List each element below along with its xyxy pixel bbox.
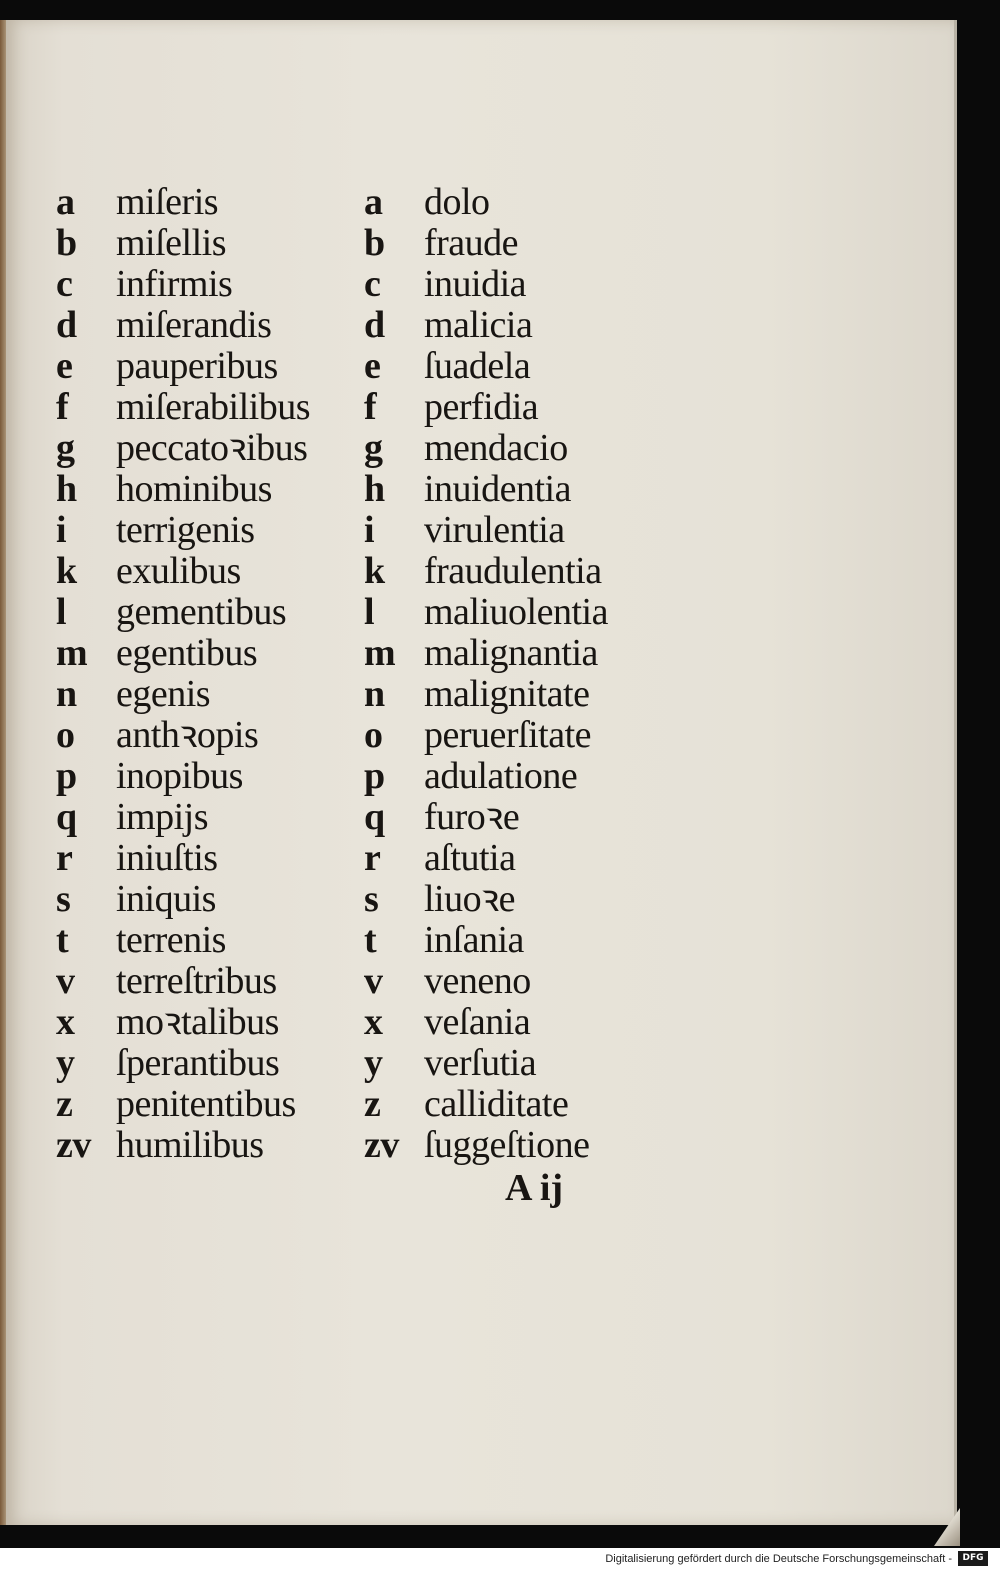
list-item bbox=[364, 592, 608, 633]
item-word: mendacio bbox=[424, 427, 568, 469]
item-letter: m bbox=[364, 632, 396, 674]
item-letter: zv bbox=[364, 1124, 399, 1166]
left-column bbox=[56, 182, 310, 1166]
item-word: iniuſtis bbox=[116, 837, 218, 879]
list-item bbox=[364, 551, 608, 592]
item-letter: p bbox=[56, 755, 77, 797]
item-word: verſutia bbox=[424, 1042, 537, 1084]
list-item bbox=[56, 1125, 310, 1166]
list-item bbox=[56, 756, 310, 797]
list-item bbox=[364, 1043, 608, 1084]
list-item bbox=[56, 920, 310, 961]
item-word: egenis bbox=[116, 673, 211, 715]
item-word: miſerabilibus bbox=[116, 386, 311, 428]
item-word: fraude bbox=[424, 222, 519, 264]
item-letter: g bbox=[364, 427, 383, 469]
item-letter: c bbox=[56, 263, 73, 305]
item-letter: q bbox=[56, 796, 77, 838]
item-word: malicia bbox=[424, 304, 533, 346]
item-word: egentibus bbox=[116, 632, 258, 674]
item-word: ſuadela bbox=[424, 345, 531, 387]
item-word: hominibus bbox=[116, 468, 272, 510]
item-letter: f bbox=[364, 386, 377, 428]
item-letter: z bbox=[56, 1083, 73, 1125]
item-word: moꝛtalibus bbox=[116, 1001, 279, 1043]
list-item bbox=[56, 551, 310, 592]
item-word: malignitate bbox=[424, 673, 590, 715]
item-word: infirmis bbox=[116, 263, 233, 305]
list-item bbox=[364, 797, 608, 838]
item-word: anthꝛopis bbox=[116, 714, 259, 756]
item-letter: i bbox=[364, 509, 375, 551]
item-letter: m bbox=[56, 632, 88, 674]
list-item bbox=[56, 428, 310, 469]
list-item bbox=[364, 879, 608, 920]
signature-mark: A ij bbox=[505, 1167, 564, 1209]
item-word: peccatoꝛibus bbox=[116, 427, 308, 469]
item-letter: d bbox=[56, 304, 77, 346]
item-letter: s bbox=[364, 878, 379, 920]
item-letter: s bbox=[56, 878, 71, 920]
item-letter: q bbox=[364, 796, 385, 838]
list-item bbox=[364, 633, 608, 674]
list-item bbox=[56, 715, 310, 756]
item-word: penitentibus bbox=[116, 1083, 296, 1125]
list-item bbox=[364, 305, 608, 346]
list-item bbox=[56, 961, 310, 1002]
list-item bbox=[56, 838, 310, 879]
list-item bbox=[56, 387, 310, 428]
list-item bbox=[364, 715, 608, 756]
item-letter: o bbox=[56, 714, 75, 756]
page-corner-curl bbox=[934, 1508, 960, 1546]
item-word: veſania bbox=[424, 1001, 531, 1043]
item-word: malignantia bbox=[424, 632, 598, 674]
list-item bbox=[364, 838, 608, 879]
item-letter: r bbox=[364, 837, 381, 879]
item-letter: h bbox=[364, 468, 385, 510]
item-letter: a bbox=[364, 181, 383, 223]
item-word: furoꝛe bbox=[424, 796, 520, 838]
list-item bbox=[364, 182, 608, 223]
list-item bbox=[364, 510, 608, 551]
list-item bbox=[56, 879, 310, 920]
item-letter: x bbox=[56, 1001, 75, 1043]
item-letter: c bbox=[364, 263, 381, 305]
item-letter: p bbox=[364, 755, 385, 797]
item-letter: zv bbox=[56, 1124, 91, 1166]
item-word: terreſtribus bbox=[116, 960, 277, 1002]
item-word: perfidia bbox=[424, 386, 539, 428]
list-item bbox=[56, 1043, 310, 1084]
list-item bbox=[56, 305, 310, 346]
item-word: exulibus bbox=[116, 550, 241, 592]
item-word: virulentia bbox=[424, 509, 565, 551]
item-letter: k bbox=[364, 550, 385, 592]
item-word: dolo bbox=[424, 181, 490, 223]
item-word: ſuggeſtione bbox=[424, 1124, 590, 1166]
item-letter: y bbox=[56, 1042, 75, 1084]
list-item bbox=[56, 469, 310, 510]
item-word: inuidentia bbox=[424, 468, 571, 510]
item-letter: n bbox=[56, 673, 77, 715]
list-item bbox=[364, 1084, 608, 1125]
item-letter: a bbox=[56, 181, 75, 223]
item-letter: v bbox=[56, 960, 75, 1002]
item-letter: k bbox=[56, 550, 77, 592]
item-letter: n bbox=[364, 673, 385, 715]
list-item bbox=[364, 264, 608, 305]
item-letter: t bbox=[364, 919, 377, 961]
item-word: veneno bbox=[424, 960, 531, 1002]
item-letter: z bbox=[364, 1083, 381, 1125]
list-item bbox=[364, 920, 608, 961]
list-item bbox=[56, 510, 310, 551]
item-word: pauperibus bbox=[116, 345, 278, 387]
list-item bbox=[364, 756, 608, 797]
right-column bbox=[364, 182, 608, 1166]
list-item bbox=[364, 346, 608, 387]
item-letter: y bbox=[364, 1042, 383, 1084]
footer-bar bbox=[0, 1548, 1000, 1586]
item-word: ſperantibus bbox=[116, 1042, 280, 1084]
list-item bbox=[56, 592, 310, 633]
item-word: inuidia bbox=[424, 263, 527, 305]
item-letter: o bbox=[364, 714, 383, 756]
item-word: terrigenis bbox=[116, 509, 255, 551]
item-letter: h bbox=[56, 468, 77, 510]
item-letter: g bbox=[56, 427, 75, 469]
list-item bbox=[56, 1084, 310, 1125]
item-word: impijs bbox=[116, 796, 209, 838]
list-item bbox=[364, 387, 608, 428]
list-item bbox=[364, 1002, 608, 1043]
list-item bbox=[56, 223, 310, 264]
item-word: adulatione bbox=[424, 755, 578, 797]
item-word: gementibus bbox=[116, 591, 287, 633]
list-item bbox=[56, 1002, 310, 1043]
item-word: humilibus bbox=[116, 1124, 264, 1166]
item-letter: x bbox=[364, 1001, 383, 1043]
item-word: miſerandis bbox=[116, 304, 272, 346]
item-letter: b bbox=[364, 222, 385, 264]
item-word: terrenis bbox=[116, 919, 226, 961]
list-item bbox=[364, 674, 608, 715]
item-word: miſeris bbox=[116, 181, 219, 223]
item-letter: v bbox=[364, 960, 383, 1002]
list-item bbox=[364, 961, 608, 1002]
item-word: peruerſitate bbox=[424, 714, 592, 756]
footer-credit: Digitalisierung gefördert durch die Deutsche Forschungsgemeinschaft - bbox=[605, 1553, 952, 1565]
item-word: maliuolentia bbox=[424, 591, 608, 633]
item-letter: i bbox=[56, 509, 67, 551]
item-letter: d bbox=[364, 304, 385, 346]
item-word: fraudulentia bbox=[424, 550, 602, 592]
list-item bbox=[364, 469, 608, 510]
item-letter: r bbox=[56, 837, 73, 879]
item-letter: t bbox=[56, 919, 69, 961]
list-item bbox=[364, 428, 608, 469]
list-item bbox=[364, 1125, 608, 1166]
item-letter: e bbox=[364, 345, 381, 387]
list-item bbox=[56, 182, 310, 223]
item-word: iniquis bbox=[116, 878, 216, 920]
item-letter: b bbox=[56, 222, 77, 264]
item-word: calliditate bbox=[424, 1083, 569, 1125]
item-word: inſania bbox=[424, 919, 524, 961]
item-word: inopibus bbox=[116, 755, 243, 797]
list-item bbox=[56, 633, 310, 674]
item-word: liuoꝛe bbox=[424, 878, 515, 920]
item-letter: e bbox=[56, 345, 73, 387]
item-letter: f bbox=[56, 386, 69, 428]
item-letter: l bbox=[56, 591, 67, 633]
list-item bbox=[56, 797, 310, 838]
item-letter: l bbox=[364, 591, 375, 633]
list-item bbox=[56, 674, 310, 715]
item-word: miſellis bbox=[116, 222, 226, 264]
list-item bbox=[56, 346, 310, 387]
list-item bbox=[364, 223, 608, 264]
item-word: aſtutia bbox=[424, 837, 516, 879]
list-item bbox=[56, 264, 310, 305]
dfg-logo: DFG bbox=[958, 1551, 988, 1566]
